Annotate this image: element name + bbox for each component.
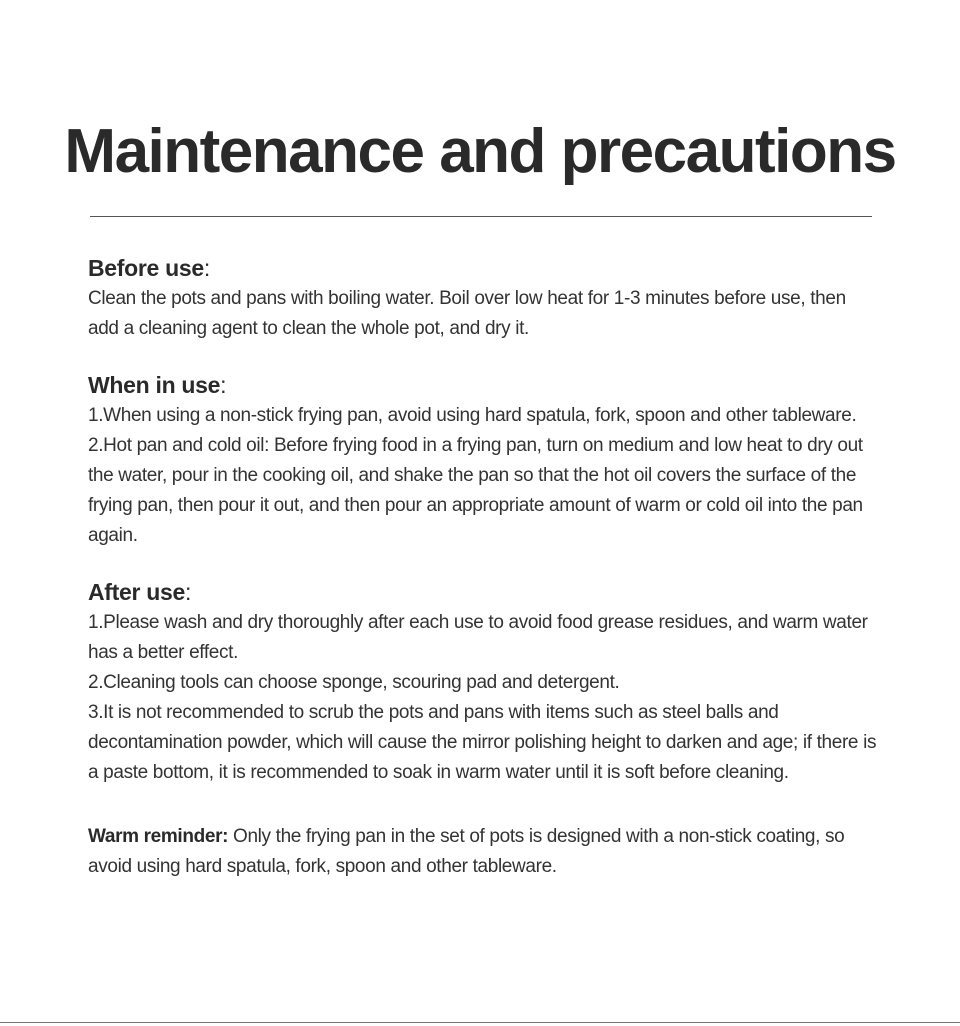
page-title: Maintenance and precautions [64, 117, 896, 186]
section-when-in-use [88, 369, 878, 551]
paragraph: 1.When using a non-stick frying pan, avoid using hard spatula, fork, spoon and other tableware. [88, 405, 857, 426]
section-before-use [88, 252, 878, 344]
paragraph: 2.Cleaning tools can choose sponge, scouring pad and detergent. [88, 672, 620, 693]
section-heading [88, 576, 878, 608]
section-heading-colon: : [185, 579, 192, 605]
paragraph: Clean the pots and pans with boiling water. Boil over low heat for 1-3 minutes before use, then add a cleaning agent to clean the whole pot, and dry it. [88, 288, 846, 339]
warm-reminder-text: Only the frying pan in the set of pots is designed with a non-stick coating, so avoid using hard spatula, fork, spoon and other tableware. [88, 826, 845, 877]
warm-reminder-label: Warm reminder: [88, 826, 229, 847]
section-heading-label: After use [88, 579, 185, 605]
section-heading-colon: : [220, 372, 227, 398]
section-heading-colon: : [203, 255, 210, 281]
paragraph: 1.Please wash and dry thoroughly after each use to avoid food grease residues, and warm water has a better effect. [88, 612, 868, 663]
section-heading [88, 369, 878, 401]
section-heading-label: When in use [88, 372, 221, 398]
section-heading [88, 252, 878, 284]
bottom-rule [0, 1022, 960, 1023]
paragraph: 3.It is not recommended to scrub the pots and pans with items such as steel balls and decontamination powder, which will cause the mirror polishing height to darken and age; if there is a paste bottom, it is recommended to soak in warm water until it is soft before cleaning. [88, 702, 877, 783]
paragraph: 2.Hot pan and cold oil: Before frying food in a frying pan, turn on medium and low heat to dry out the water, pour in the cooking oil, and shake the pan so that the hot oil covers the surface of the frying pan, then pour it out, and then pour an appropriate amount of warm or cold oil into the pan again. [88, 435, 863, 546]
title-divider [90, 216, 872, 217]
content [88, 252, 878, 882]
warm-reminder [88, 822, 878, 882]
section-heading-label: Before use [88, 255, 204, 281]
section-after-use [88, 576, 878, 788]
